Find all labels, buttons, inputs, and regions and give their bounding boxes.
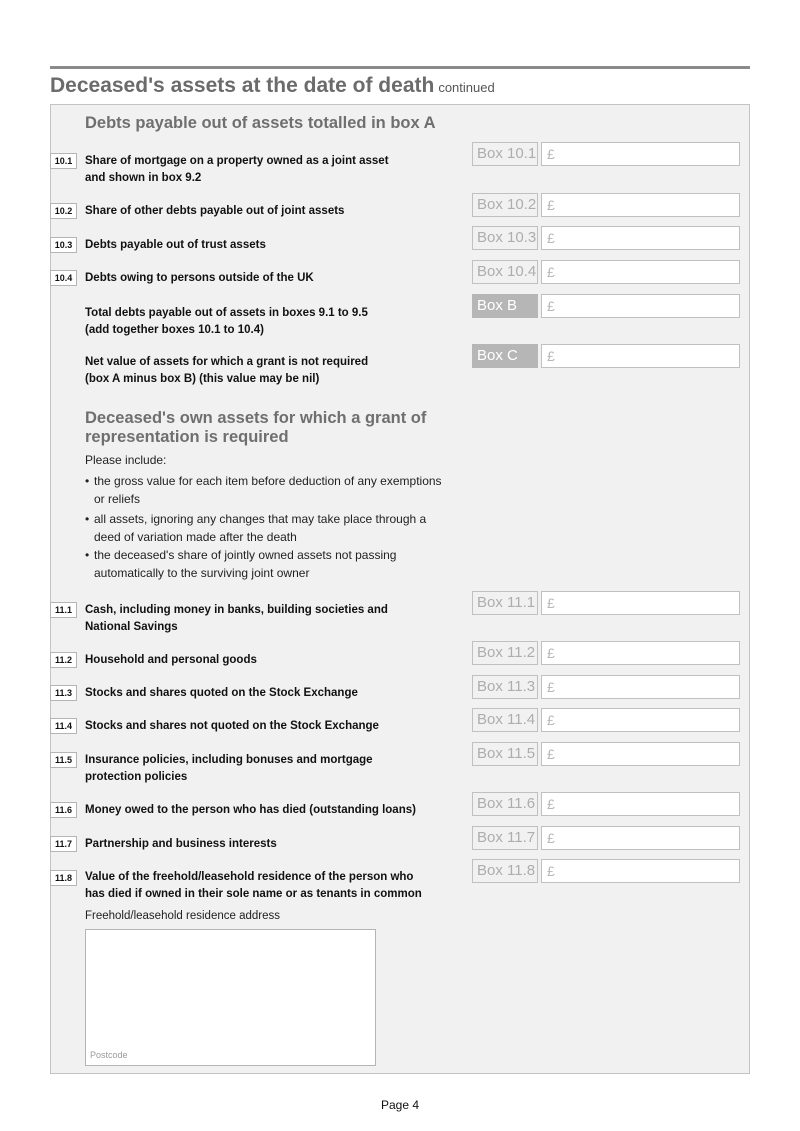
box-11-3-field[interactable] — [472, 675, 740, 699]
question-number-11-2: 11.2 — [50, 652, 77, 668]
top-divider — [50, 66, 750, 69]
section-10-heading: Debts payable out of assets totalled in box A — [85, 114, 436, 132]
box-label-11-8: Box 11.8 — [472, 859, 538, 883]
total-debts-label: Total debts payable out of assets in boxes 9.1 to 9.5 (add together boxes 10.1 to 10.4) — [85, 307, 368, 336]
box-label-b: Box B — [472, 294, 538, 318]
question-label-10-1: Share of mortgage on a property owned as a joint asset and shown in box 9.2 — [85, 155, 389, 184]
address-label: Freehold/leasehold residence address — [85, 910, 280, 922]
question-label-10-4: Debts owing to persons outside of the UK — [85, 272, 314, 284]
box-b-field[interactable] — [472, 294, 740, 318]
page-title — [50, 74, 495, 98]
question-label-11-6: Money owed to the person who has died (outstanding loans) — [85, 804, 416, 816]
box-10-2-field[interactable] — [472, 193, 740, 217]
question-number-10-4: 10.4 — [50, 270, 77, 286]
amount-input-11-1[interactable]: £ — [541, 591, 740, 615]
box-label-10-3: Box 10.3 — [472, 226, 538, 250]
question-number-10-2: 10.2 — [50, 203, 77, 219]
box-label-11-2: Box 11.2 — [472, 641, 538, 665]
include-bullet-1: • the gross value for each item before deduction of any exemptions or reliefs — [85, 472, 465, 508]
question-number-11-5: 11.5 — [50, 752, 77, 768]
amount-input-b[interactable]: £ — [541, 294, 740, 318]
box-11-4-field[interactable] — [472, 708, 740, 732]
amount-input-10-4[interactable]: £ — [541, 260, 740, 284]
question-number-11-6: 11.6 — [50, 802, 77, 818]
question-label-11-2: Household and personal goods — [85, 654, 257, 666]
question-label-11-7: Partnership and business interests — [85, 838, 277, 850]
box-label-11-5: Box 11.5 — [472, 742, 538, 766]
box-11-2-field[interactable] — [472, 641, 740, 665]
box-11-6-field[interactable] — [472, 792, 740, 816]
box-label-10-2: Box 10.2 — [472, 193, 538, 217]
question-number-11-1: 11.1 — [50, 602, 77, 618]
net-value-label: Net value of assets for which a grant is not required (box A minus box B) (this value may be nil) — [85, 356, 369, 385]
box-label-11-3: Box 11.3 — [472, 675, 538, 699]
question-number-11-3: 11.3 — [50, 685, 77, 701]
page-title-text: Deceased's assets at the date of death — [50, 74, 435, 97]
question-number-11-7: 11.7 — [50, 836, 77, 852]
box-10-3-field[interactable] — [472, 226, 740, 250]
box-11-8-field[interactable] — [472, 859, 740, 883]
amount-input-11-4[interactable]: £ — [541, 708, 740, 732]
amount-input-10-1[interactable]: £ — [541, 142, 740, 166]
question-label-11-5: Insurance policies, including bonuses and mortgage protection policies — [85, 754, 373, 783]
include-bullet-2: • all assets, ignoring any changes that may take place through a deed of variation made after the death — [85, 510, 465, 546]
box-label-10-1: Box 10.1 — [472, 142, 538, 166]
residence-address-textarea[interactable] — [85, 929, 376, 1066]
box-label-11-1: Box 11.1 — [472, 591, 538, 615]
amount-input-11-6[interactable]: £ — [541, 792, 740, 816]
question-number-10-1: 10.1 — [50, 153, 77, 169]
box-c-field[interactable] — [472, 344, 740, 368]
amount-input-10-2[interactable]: £ — [541, 193, 740, 217]
amount-input-11-5[interactable]: £ — [541, 742, 740, 766]
question-label-11-3: Stocks and shares quoted on the Stock Exchange — [85, 687, 358, 699]
box-label-10-4: Box 10.4 — [472, 260, 538, 284]
box-label-11-4: Box 11.4 — [472, 708, 538, 732]
amount-input-11-3[interactable]: £ — [541, 675, 740, 699]
question-label-11-1: Cash, including money in banks, building societies and National Savings — [85, 604, 388, 633]
question-label-10-3: Debts payable out of trust assets — [85, 239, 266, 251]
amount-input-11-2[interactable]: £ — [541, 641, 740, 665]
question-label-11-4: Stocks and shares not quoted on the Stock Exchange — [85, 720, 379, 732]
amount-input-c[interactable]: £ — [541, 344, 740, 368]
section-11-heading: Deceased's own assets for which a grant of representation is required — [85, 409, 427, 446]
question-number-11-8: 11.8 — [50, 870, 77, 886]
box-label-c: Box C — [472, 344, 538, 368]
question-number-10-3: 10.3 — [50, 237, 77, 253]
question-label-11-8: Value of the freehold/leasehold residence of the person who has died if owned in their sole name or as tenants in common — [85, 871, 422, 900]
include-bullet-3: • the deceased's share of jointly owned assets not passing automatically to the surviving joint owner — [85, 546, 465, 582]
page-number: Page 4 — [380, 1098, 420, 1112]
postcode-label: Postcode — [90, 1050, 128, 1060]
amount-input-11-8[interactable]: £ — [541, 859, 740, 883]
box-11-1-field[interactable] — [472, 591, 740, 615]
box-11-7-field[interactable] — [472, 826, 740, 850]
box-10-1-field[interactable] — [472, 142, 740, 166]
box-label-11-6: Box 11.6 — [472, 792, 538, 816]
box-label-11-7: Box 11.7 — [472, 826, 538, 850]
continued-label: continued — [438, 80, 495, 95]
box-10-4-field[interactable] — [472, 260, 740, 284]
question-label-10-2: Share of other debts payable out of joint assets — [85, 205, 345, 217]
question-number-11-4: 11.4 — [50, 718, 77, 734]
amount-input-11-7[interactable]: £ — [541, 826, 740, 850]
please-include-text: Please include: — [85, 453, 167, 467]
amount-input-10-3[interactable]: £ — [541, 226, 740, 250]
box-11-5-field[interactable] — [472, 742, 740, 766]
